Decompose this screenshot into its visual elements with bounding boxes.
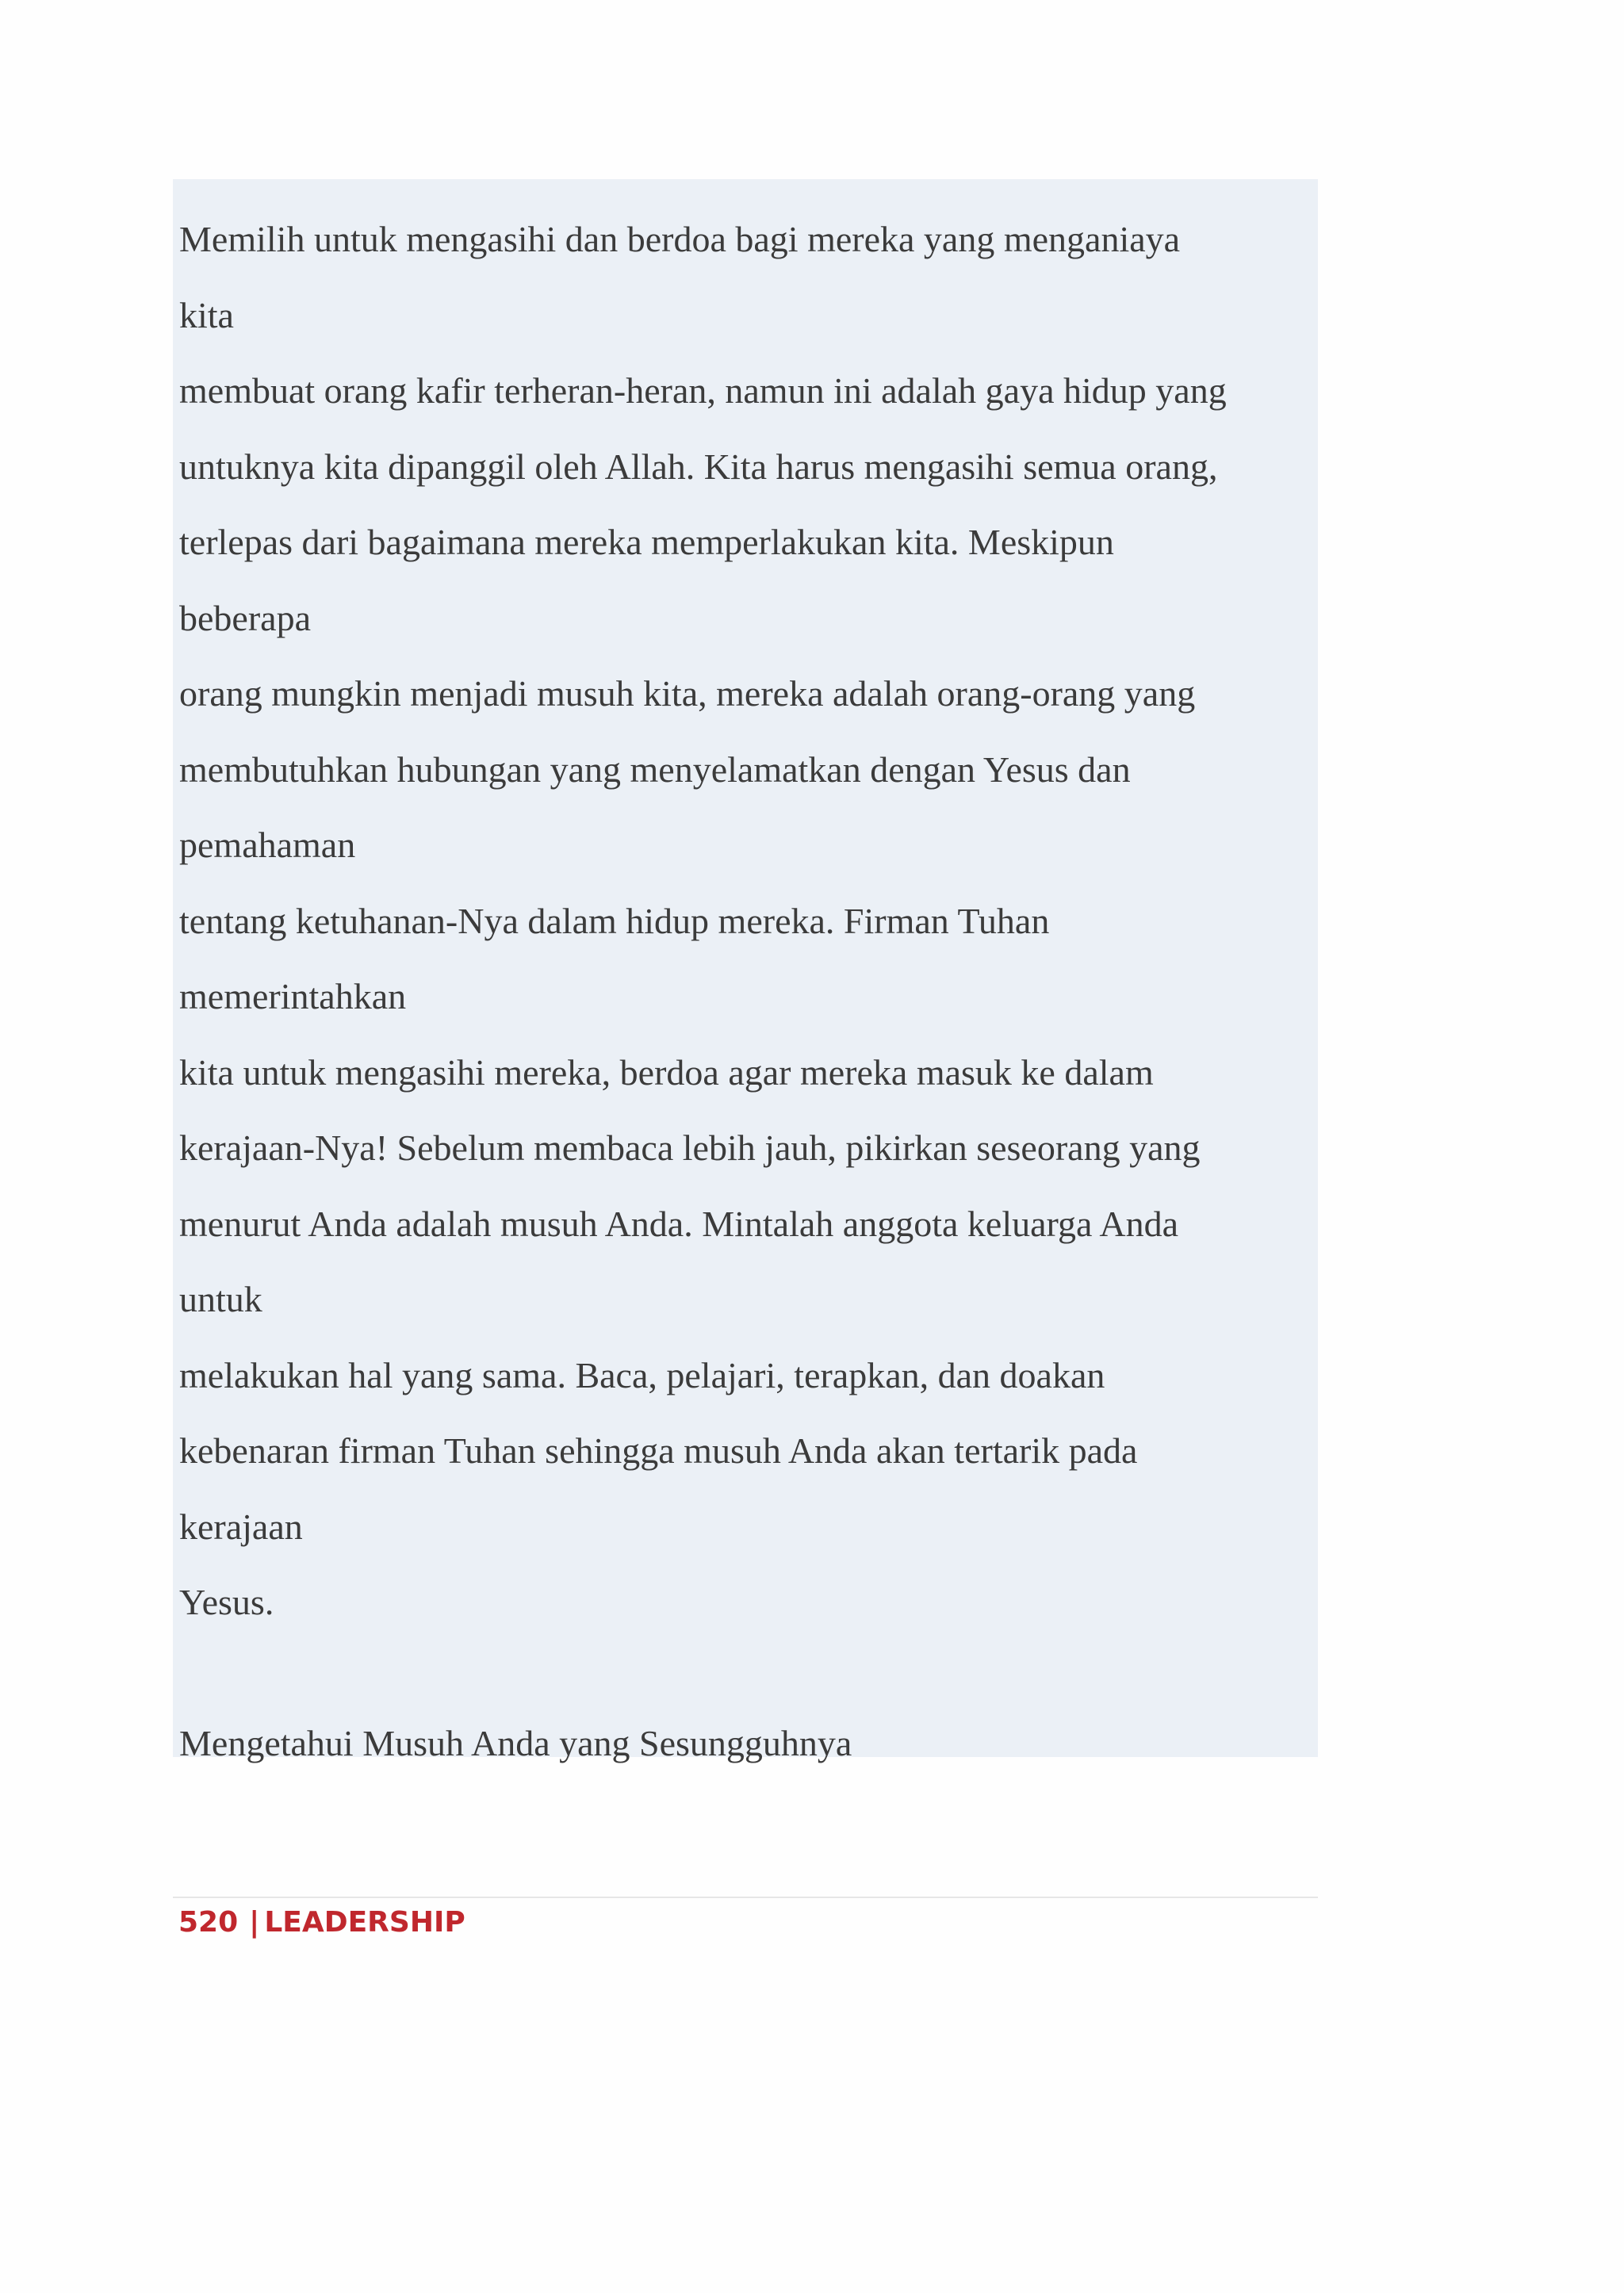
body-line: kerajaan [179,1506,303,1547]
body-line: memerintahkan [179,976,407,1016]
body-line: pemahaman [179,825,356,865]
body-line: melakukan hal yang sama. Baca, pelajari, terapkan, dan doakan [179,1354,1105,1395]
body-line: membuat orang kafir terheran-heran, namun ini adalah gaya hidup yang [179,370,1227,411]
body-line: menurut Anda adalah musuh Anda. Mintalah anggota keluarga Anda [179,1203,1179,1244]
footer-separator: | [249,1906,260,1939]
body-line: Yesus. [179,1582,274,1622]
body-line: Memilih untuk mengasihi dan berdoa bagi mereka yang menganiaya [179,219,1181,259]
body-line: untuknya kita dipanggil oleh Allah. Kita harus mengasihi semua orang, [179,446,1218,487]
section-heading: Mengetahui Musuh Anda yang Sesungguhnya [179,1722,852,1763]
body-line: membutuhkan hubungan yang menyelamatkan dengan Yesus dan [179,748,1131,790]
body-line: kebenaran firman Tuhan sehingga musuh Anda akan tertarik pada [179,1430,1138,1471]
body-line: untuk [179,1279,262,1319]
body-line: orang mungkin menjadi musuh kita, mereka adalah orang-orang yang [179,673,1196,714]
body-line: tentang ketuhanan-Nya dalam hidup mereka. Firman Tuhan [179,900,1050,941]
footer-divider [173,1897,1318,1898]
highlighted-text-block [173,179,1318,1763]
page-footer [178,1903,465,1943]
section-title: LEADERSHIP [264,1906,465,1939]
body-line: kerajaan-Nya! Sebelum membaca lebih jauh, pikirkan seseorang yang [179,1127,1201,1168]
body-line: beberapa [179,597,311,638]
body-line: kita [179,294,234,335]
body-line: kita untuk mengasihi mereka, berdoa agar mereka masuk ke dalam [179,1051,1154,1093]
page-number: 520 [178,1906,239,1939]
body-line: terlepas dari bagaimana mereka memperlakukan kita. Meskipun [179,522,1114,562]
